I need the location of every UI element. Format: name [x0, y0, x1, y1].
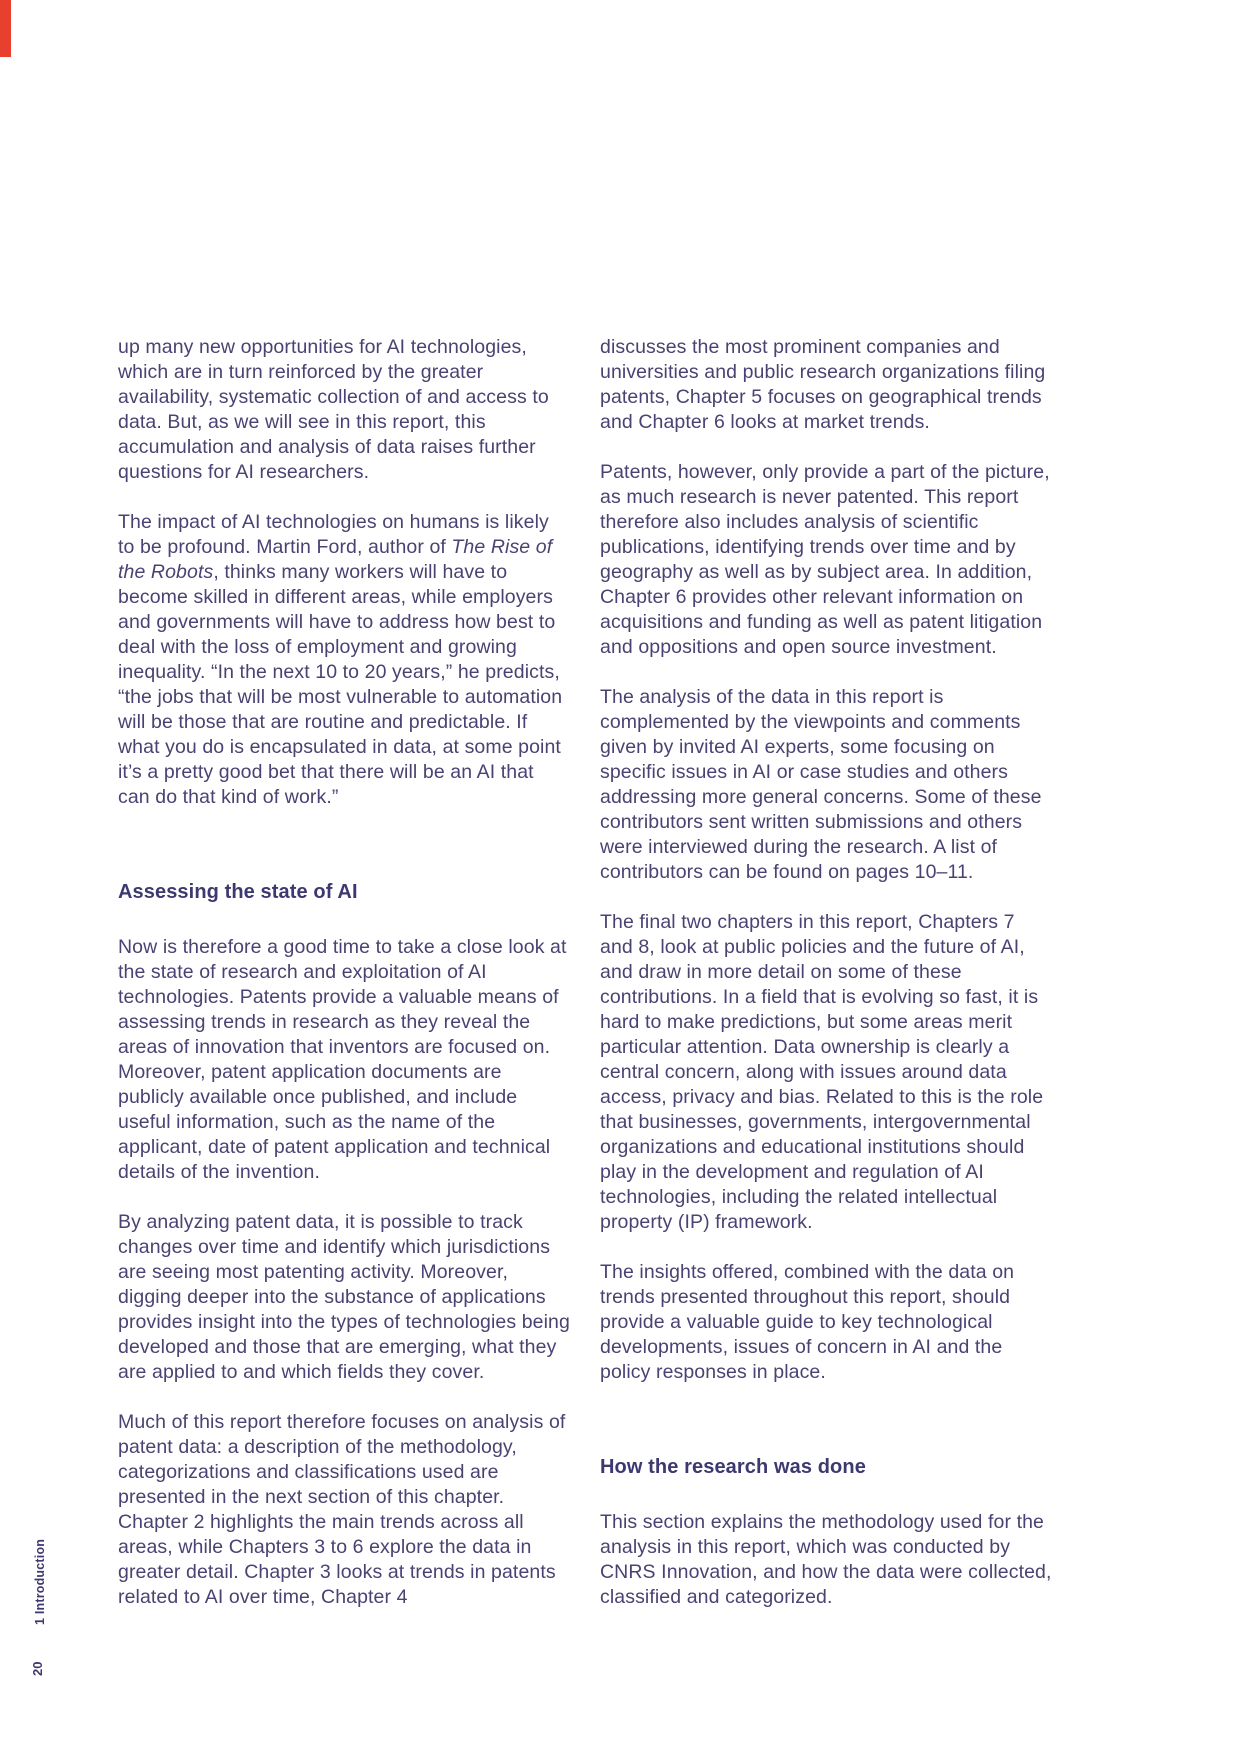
body-paragraph [118, 510, 570, 810]
text-run: The analysis of the data in this report is complemented by the viewpoints and comments given by invited AI experts, some focusing on specific issues in AI or case studies and others addressing more general concerns. Some of these contributors sent written submissions and others were interviewed during the research. A list of contributors can be found on pages 10–11. [600, 686, 1042, 883]
text-run: The insights offered, combined with the data on trends presented throughout this report, should provide a valuable guide to key technological developments, issues of concern in AI and the policy responses in place. [600, 1261, 1015, 1383]
body-paragraph [600, 685, 1052, 885]
text-run: up many new opportunities for AI technologies, which are in turn reinforced by the greater availability, systematic collection of and access to data. But, as we will see in this report, this accumulation and analysis of data raises further questions for AI researchers. [118, 336, 549, 483]
text-run: Assessing the state of AI [118, 881, 358, 903]
text-run: , thinks many workers will have to become skilled in different areas, while employers and governments will have to address how best to deal with the loss of employment and growing inequality. “In the next 10 to 20 years,” he predicts, “the jobs that will be most vulnerable to automation will be those that are routine and predictable. If what you do is encapsulated in data, at some point it’s a pretty good bet that there will be an AI that can do that kind of work.” [118, 561, 563, 808]
section-heading [118, 880, 570, 905]
italic-book-title: The Rise of the Robots [118, 536, 553, 583]
body-paragraph [118, 1210, 570, 1385]
page-number: 20 [30, 1661, 45, 1676]
body-paragraph [600, 460, 1052, 660]
section-label: 1 Introduction [33, 1538, 47, 1625]
right-column [600, 335, 1052, 1635]
body-paragraph [118, 935, 570, 1185]
section-heading [600, 1455, 1052, 1480]
body-paragraph [118, 335, 570, 485]
text-run: Patents, however, only provide a part of the picture, as much research is never patented. This report therefore also includes analysis of scientific publications, identifying trends over time and by geography as well as by subject area. In addition, Chapter 6 provides other relevant information on acquisitions and funding as well as patent litigation and oppositions and open source investment. [600, 461, 1050, 658]
body-paragraph [600, 1510, 1052, 1610]
body-paragraph [118, 1410, 570, 1610]
body-paragraph [600, 335, 1052, 435]
text-run: discusses the most prominent companies and universities and public research organizations filing patents, Chapter 5 focuses on geographical trends and Chapter 6 looks at market trends. [600, 336, 1046, 433]
chapter-edge-tab [0, 0, 11, 57]
text-run: Now is therefore a good time to take a close look at the state of research and exploitation of AI technologies. Patents provide a valuable means of assessing trends in research as they reveal the areas of innovation that inventors are focused on. Moreover, patent application documents are publicly available once published, and include useful information, such as the name of the applicant, date of patent application and technical details of the invention. [118, 936, 567, 1183]
text-run: By analyzing patent data, it is possible to track changes over time and identify which jurisdictions are seeing most patenting activity. Moreover, digging deeper into the substance of applications provides insight into the types of technologies being developed and those that are emerging, what they are applied to and which fields they cover. [118, 1211, 570, 1383]
body-paragraph [600, 910, 1052, 1235]
body-paragraph [600, 1260, 1052, 1385]
text-run: The impact of AI technologies on humans is likely to be profound. Martin Ford, author of [118, 511, 549, 558]
left-column [118, 335, 570, 1635]
text-run: This section explains the methodology used for the analysis in this report, which was conducted by CNRS Innovation, and how the data were collected, classified and categorized. [600, 1511, 1052, 1608]
text-run: The final two chapters in this report, Chapters 7 and 8, look at public policies and the future of AI, and draw in more detail on some of these contributions. In a field that is evolving so fast, it is hard to make predictions, but some areas merit particular attention. Data ownership is clearly a central concern, along with issues around data access, privacy and bias. Related to this is the role that businesses, governments, intergovernmental organizations and educational institutions should play in the development and regulation of AI technologies, including the related intellectual property (IP) framework. [600, 911, 1044, 1233]
text-run: Much of this report therefore focuses on analysis of patent data: a description of the methodology, categorizations and classifications used are presented in the next section of this chapter. Chapter 2 highlights the main trends across all areas, while Chapters 3 to 6 explore the data in greater detail. Chapter 3 looks at trends in patents related to AI over time, Chapter 4 [118, 1411, 566, 1608]
text-run: How the research was done [600, 1456, 866, 1478]
